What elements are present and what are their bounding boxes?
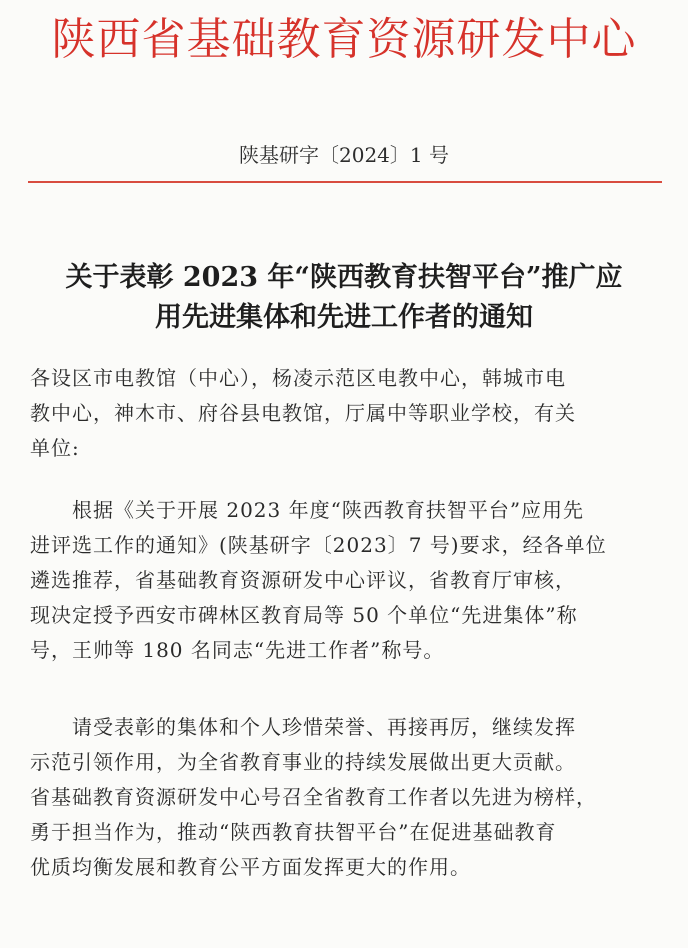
paragraph-line: 现决定授予西安市碑林区教育局等 50 个单位“先进集体”称 bbox=[30, 603, 578, 627]
paragraph-line: 号，王帅等 180 名同志“先进工作者”称号。 bbox=[30, 638, 445, 662]
organization-header-title: 陕西省基础教育资源研发中心 bbox=[51, 14, 637, 65]
paragraph-line: 勇于担当作为，推动“陕西教育扶智平台”在促进基础教育 bbox=[30, 820, 557, 844]
paragraph-line: 遴选推荐，省基础教育资源研发中心评议，省教育厅审核， bbox=[30, 568, 576, 592]
paragraph-line: 优质均衡发展和教育公平方面发挥更大的作用。 bbox=[30, 855, 471, 879]
paragraph-line: 省基础教育资源研发中心号召全省教育工作者以先进为榜样， bbox=[30, 785, 597, 809]
addressee-line: 单位: bbox=[30, 436, 80, 460]
paragraph-line: 请受表彰的集体和个人珍惜荣誉、再接再厉，继续发挥 bbox=[30, 715, 576, 739]
body-paragraph-1 bbox=[30, 493, 666, 668]
notice-title-line: 用先进集体和先进工作者的通知 bbox=[155, 302, 533, 333]
paragraph-line: 根据《关于开展 2023 年度“陕西教育扶智平台”应用先 bbox=[30, 498, 585, 522]
body-paragraph-2 bbox=[30, 710, 666, 885]
addressee-line: 教中心，神木市、府谷县电教馆，厅属中等职业学校，有关 bbox=[30, 401, 576, 425]
addressee-block bbox=[30, 361, 666, 466]
header-divider-line bbox=[28, 181, 662, 183]
paragraph-line: 进评选工作的通知》(陕基研字〔2023〕7 号)要求，经各单位 bbox=[30, 533, 607, 557]
paragraph-line: 示范引领作用，为全省教育事业的持续发展做出更大贡献。 bbox=[30, 750, 576, 774]
notice-title bbox=[20, 258, 668, 338]
notice-title-line: 关于表彰 2023 年“陕西教育扶智平台”推广应 bbox=[65, 262, 623, 293]
document-number: 陕基研字〔2024〕1 号 bbox=[239, 143, 449, 167]
addressee-line: 各设区市电教馆（中心），杨凌示范区电教中心，韩城市电 bbox=[30, 366, 566, 390]
